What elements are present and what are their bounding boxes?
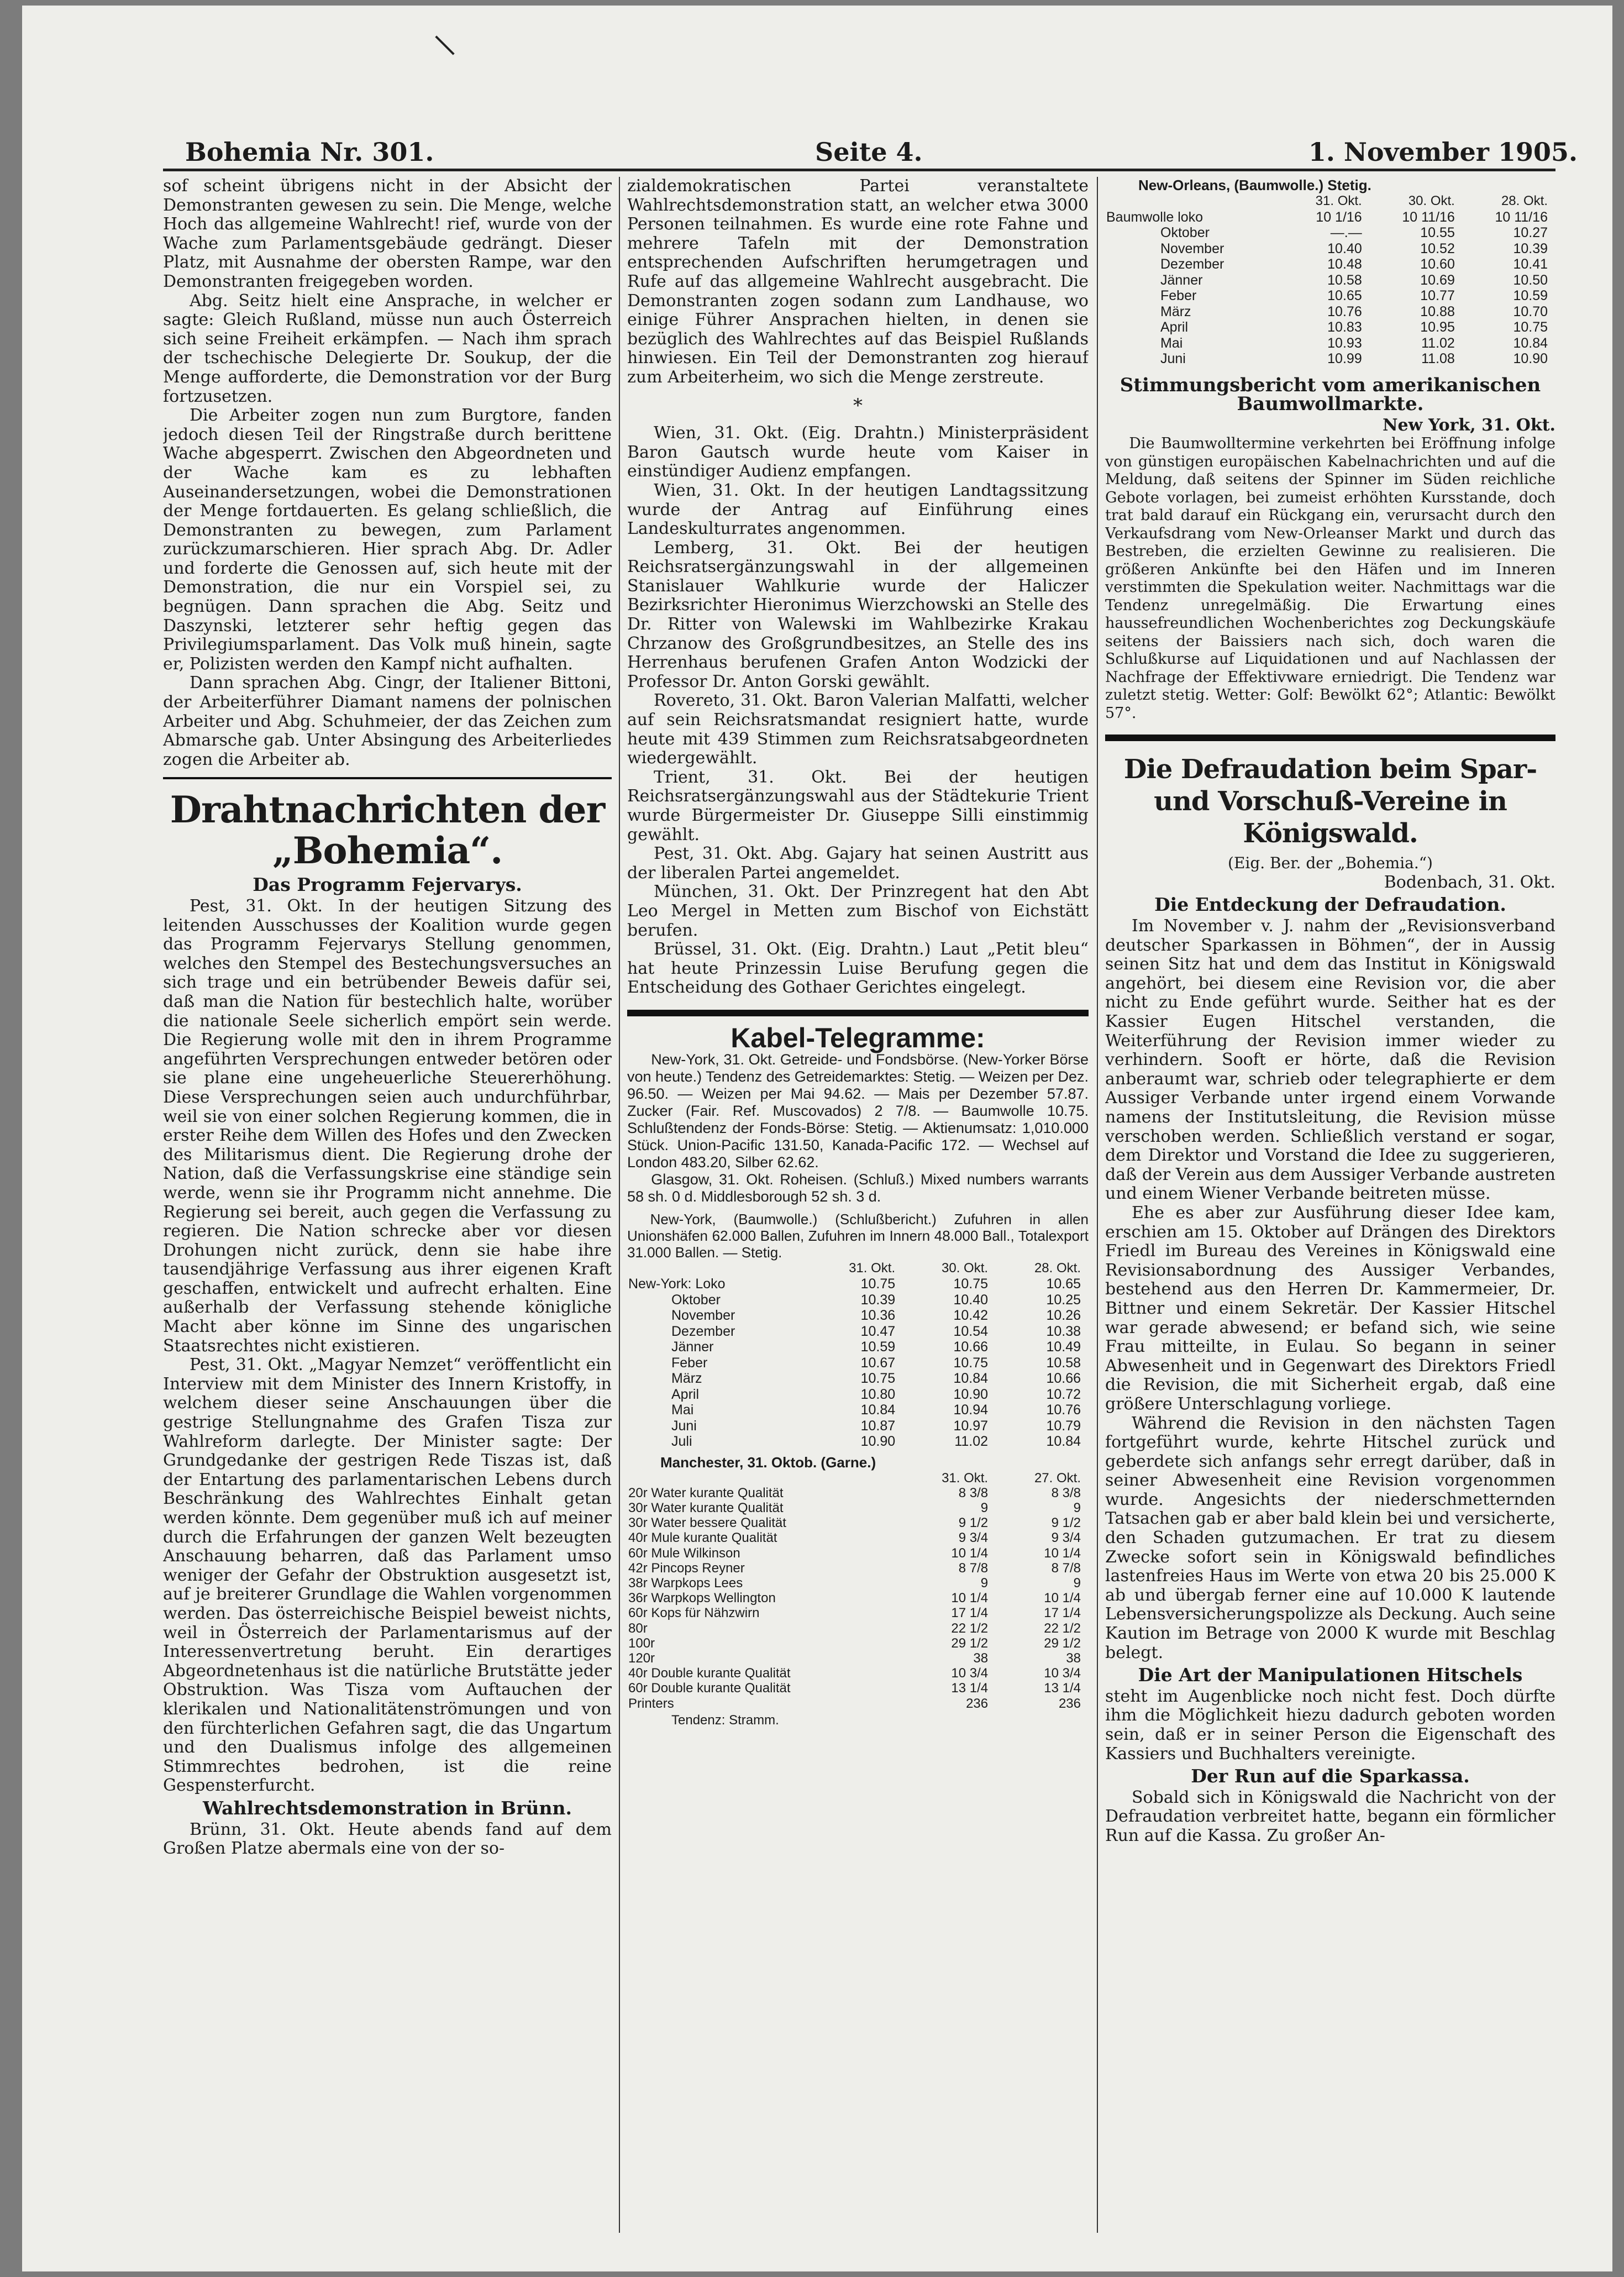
table-row: Oktober —.— 10.55 10.27 bbox=[1160, 225, 1548, 240]
news-item: Lemberg, 31. Okt. Bei der heutigen Reichsratsergänzungswahl in der allgemeinen Stanislauer Wahlkurie wurde der Haliczer Bezirksrichter Hieronimus Wierzchowski an Stelle des Dr. Ritter von Walewski im Wahlbezirke Krakau Chrzanow des Großgrundbesitzes, an Stelle des ins Herrenhaus berufenen Grafen Anton Wodzicki der Professor Dr. Anton Gorski gewählt. bbox=[627, 538, 1089, 691]
table-row: Printers 236 236 bbox=[628, 1696, 1081, 1711]
table-row: 40r Mule kurante Qualität 9 3/4 9 3/4 bbox=[628, 1530, 1081, 1546]
article-paragraph: Pest, 31. Okt. „Magyar Nemzet“ veröffentlicht ein Interview mit dem Minister des Innern Kristoffy, in welchem dieser seine Anschauungen über die gestrige Stellungnahme des Grafen Tisza zur Wahlreform darlegte. Der Minister sagte: Der Grundgedanke der gestrigen Rede Tiszas ist, daß der Entartung des parlamentarischen Lebens durch Beschränkung des Wahlrechtes Einhalt getan werden könnte. Dem gegenüber muß ich auf meiner durch die Erfahrungen der ganzen Welt bezeugten Anschauung beharren, daß das Parlament umso weniger der Gefahr der Obstruktion ausgesetzt ist, auf je breiterer Grundlage die Wahlen vorgenommen werden. Das österreichische Beispiel beweist nichts, weil in Österreich der Parlamentarismus auf der Interessenvertretung beruht. Ein derartiges Abgeordnetenhaus ist die natürliche Brutstätte jeder Obstruktion. Was Tisza vom Auftauchen der klerikalen und Nationalitätenströmungen und von den fürchterlichen Gefahren sagt, die das Ungartum und den Dualismus infolge des allgemeinen Stimmrechtes bedrohen, ist die reine Gespensterfurcht. bbox=[163, 1355, 612, 1796]
news-item: Brüssel, 31. Okt. (Eig. Drahtn.) Laut „Petit bleu“ hat heute Prinzessin Luise Berufung gegen die Entscheidung des Gothaer Gerichtes eingelegt. bbox=[627, 940, 1089, 998]
market-report: New-York, (Baumwolle.) (Schlußbericht.) Zufuhren in allen Unionshäfen 62.000 Ballen, Zufuhren im Innern 48.000 Ball., Totalexport 31.000 Ballen. — Stetig. bbox=[627, 1210, 1089, 1261]
article-paragraph: sof scheint übrigens nicht in der Absicht der Demonstranten gewesen zu sein. Die Menge, welche Hoch das allgemeine Wahlrecht! rief, wurde von der Wache zum Parlamentsgebäude gedrängt. Dieser Platz, mit Ausnahme der obersten Rampe, war den Demonstranten freigegeben worden. bbox=[163, 177, 612, 291]
table-row: Juli 10.90 11.02 10.84 bbox=[671, 1434, 1081, 1450]
table-row: Oktober 10.39 10.40 10.25 bbox=[671, 1292, 1081, 1308]
article-paragraph: Dann sprachen Abg. Cingr, der Italiener Bittoni, der Arbeiterführer Diamant namens der polnischen Arbeiter und Abg. Schuhmeier, der das Zeichen zum Abmarsche gab. Unter Absingung des Arbeiterliedes zogen die Arbeiter ab. bbox=[163, 673, 612, 769]
article-paragraph: Die Baumwolltermine verkehrten bei Eröffnung infolge von günstigen europäischen Kabelnachrichten und auf die Meldung, daß seitens der Spinner im Süden reichliche Gebote vorlagen, bei zumeist erhöhten Kursstande, doch trat bald darauf ein Rückgang ein, verursacht durch den Verkaufsdrang vom New-Orleanser Markt und durch das Bestreben, die erzielten Gewinne zu realisieren. Die größeren Ankünfte bei den Häfen und im Inneren verstimmten die Spekulation weiter. Nachmittags war die Tendenz unregelmäßig. Die Erwartung eines haussefreundlichen Wochenberichtes zog Deckungskäufe seitens der Baissiers nach sich, doch waren die Schlußkurse auf Liquidationen und auf Nachlassen der Nachfrage der Effektivware erniedrigt. Die Tendenz war zuletzt stetig. Wetter: Golf: Bewölkt 62°; Atlantic: Bewölkt 57°. bbox=[1105, 435, 1555, 722]
column-header: 31. Okt. bbox=[942, 1470, 989, 1486]
article-paragraph: Während die Revision in den nächsten Tagen fortgeführt wurde, kehrte Hitschel zurück und geberdete sich anfangs sehr erregt darüber, daß in seiner Abwesenheit eine Revision vorgenommen wurde. Angesichts der niederschmetternden Tatsachen gab er aber bald klein bei und versicherte, den Schaden gutzumachen. Er trat zu diesem Zwecke sofort sein in Königswald befindliches lastenfreies Haus im Werte von etwa 20 bis 25.000 K ab und übergab ferner eine auf 10.000 K lautende Lebensversicherungspolizze als Deckung. Auch seine Kaution im Betrage von 2000 K wurde mit Beschlag belegt. bbox=[1105, 1413, 1555, 1662]
market-report: New-York, 31. Okt. Getreide- und Fondsbörse. (New-Yorker Börse von heute.) Tendenz des Getreidemarktes: Stetig. — Weizen per Dez. 96.50. — Weizen per Mai 94.62. — Mais per Dezember 57.87. Zucker (Fair. Ref. Muscovados) 2 7/8. — Baumwolle 10.75. Schlußtendenz der Fonds-Börse: Stetig. — Aktienumsatz: 1,010.000 Stück. Union-Pacific 131.50, Kanada-Pacific 172. — Wechsel auf London 483.20, Silber 62.62. bbox=[627, 1051, 1089, 1171]
article-paragraph: Im November v. J. nahm der „Revisionsverband deutscher Sparkassen in Böhmen“, der in Aussig seinen Sitz hat und dem das Institut in Königswald angehört, bei diesem eine Revision vor, die aber nicht zu Ende geführt wurde. Seither hat es der Kassier Eugen Hitschel verstanden, die Weiterführung der Revision immer wieder zu verhindern. Sooft er hörte, daß die Revision anberaumt war, schrieb oder telegraphierte er dem Aussiger Verbande unter irgend einem Vorwande namens der Institutsleitung, die Revision müsse verschoben werden. Schließlich verstand er sogar, dem Direktor und Vorstand die Idee zu suggerieren, daß der Verein aus dem Aussiger Verbande austreten und einem Wiener Verbande beitreten müsse. bbox=[1105, 916, 1555, 1204]
table-row: 100r 29 1/2 29 1/2 bbox=[628, 1635, 1081, 1651]
byline: (Eig. Ber. der „Bohemia.“) bbox=[1228, 854, 1433, 873]
table-row: Feber 10.67 10.75 10.58 bbox=[671, 1355, 1081, 1371]
section-title: Drahtnachrichten der „Bohemia“. bbox=[170, 788, 605, 873]
article-headline: Der Run auf die Sparkassa. bbox=[1191, 1765, 1470, 1787]
column-divider-2 bbox=[1097, 177, 1098, 2233]
table-row: Mai 10.84 10.94 10.76 bbox=[671, 1402, 1081, 1418]
column-header: 27. Okt. bbox=[1034, 1470, 1081, 1486]
news-item: Wien, 31. Okt. (Eig. Drahtn.) Ministerpräsident Baron Gautsch wurde heute vom Kaiser in einstündiger Audienz empfangen. bbox=[627, 423, 1089, 481]
newyork-cotton-table bbox=[627, 1261, 1089, 1450]
table-row: 40r Double kurante Qualität 10 3/4 10 3/4 bbox=[628, 1666, 1081, 1681]
table-row: New-York: Loko 10.75 10.75 10.65 bbox=[628, 1276, 1081, 1292]
table-row: 20r Water kurante Qualität 8 3/8 8 3/8 bbox=[628, 1485, 1081, 1500]
page-header bbox=[185, 135, 1578, 169]
table-row: April 10.80 10.90 10.72 bbox=[671, 1386, 1081, 1402]
article-paragraph: Ehe es aber zur Ausführung dieser Idee kam, erschien am 15. Oktober auf Drängen des Direktors Friedl im Bureau des Vereines in Königswald eine Revisionsabordnung des Aussiger Verbandes, bestehend aus den Herren Dr. Kammermeier, Dr. Bittner und einem Sekretär. Der Kassier Hitschel war gerade abwesend; er befand sich, wie seine Frau mitteilte, in Eulau. So begann in seiner Abwesenheit und in Gegenwart des Direktors Friedl die Revision, die mit Sicherheit ergab, daß eine größere Unterschlagung vorliege. bbox=[1105, 1203, 1555, 1414]
column-divider-1 bbox=[619, 177, 620, 2233]
table-row: 120r 38 38 bbox=[628, 1650, 1081, 1666]
header-rule bbox=[163, 169, 1555, 171]
column-2 bbox=[627, 177, 1089, 2247]
table-row: Dezember 10.47 10.54 10.38 bbox=[671, 1323, 1081, 1339]
column-3 bbox=[1105, 177, 1555, 2247]
table-row: Jänner 10.58 10.69 10.50 bbox=[1160, 272, 1548, 288]
separator-asterisk: * bbox=[853, 394, 863, 417]
column-header: 28. Okt. bbox=[1501, 193, 1548, 208]
table-row: November 10.36 10.42 10.26 bbox=[671, 1308, 1081, 1324]
news-item: Rovereto, 31. Okt. Baron Valerian Malfatti, welcher auf sein Reichsratsmandat resigniert hatte, wurde heute mit 439 Stimmen zum Reichsratsabgeordneten wiedergewählt. bbox=[627, 691, 1089, 768]
news-item: Wien, 31. Okt. In der heutigen Landtagssitzung wurde der Antrag auf Einführung eines Landeskulturrates angenommen. bbox=[627, 480, 1089, 539]
news-item: Trient, 31. Okt. Bei der heutigen Reichsratsergänzungswahl aus der Städtekurie Trient wurde Bürgermeister Dr. Giuseppe Silli einstimmig gewählt. bbox=[627, 767, 1089, 844]
section-title: Kabel-Telegramme: bbox=[730, 1022, 985, 1053]
table-row: 30r Water kurante Qualität 9 9 bbox=[628, 1500, 1081, 1515]
market-tendency: Tendenz: Stramm. bbox=[671, 1712, 779, 1728]
article-headline: Stimmungsbericht vom amerikanischen Baumwollmarkte. bbox=[1120, 374, 1541, 416]
article-headline: Die Art der Manipulationen Hitschels bbox=[1138, 1664, 1523, 1686]
table-row: Feber 10.65 10.77 10.59 bbox=[1160, 288, 1548, 303]
market-report: Manchester, 31. Oktob. (Garne.) bbox=[660, 1454, 876, 1471]
news-item: München, 31. Okt. Der Prinzregent hat den Abt Leo Mergel in Metten zum Bischof von Eichstätt berufen. bbox=[627, 882, 1089, 940]
article-paragraph: Pest, 31. Okt. In der heutigen Sitzung des leitenden Ausschusses der Koalition wurde gegen das Programm Fejervarys Stellung genommen, welches den Stempel des Bestechungsversuches an sich trage und ein betrübender Beweis dafür sei, daß man die Nation für bestechlich halte, worüber die nationale Seele sicherlich empört sein werde. Die Regierung wolle mit den in ihrem Programme angeführten Versprechungen entweder betören oder sie plane eine ungeheuerliche Steuererhöhung. Diese Versprechungen seien auch undurchführbar, weil sie von einer solchen Regierung kommen, die in erster Reihe dem Willen des Hofes und den Zwecken des Militarismus dient. Die Regierung drohe der Nation, daß die Verfassungskrise eine ständige sein werde, wenn sie ihr Programm nicht annehme. Die Regierung sei bereit, auch gegen die Verfassung zu regieren. Die Nation schrecke aber vor diesen Drohungen nicht zurück, denn sie habe ihre tausendjährige Verfassung aus ihrer eigenen Kraft geschaffen, entwickelt und aufrecht erhalten. Eine außerhalb der Verfassung stehende königliche Macht aber könne im Sinne des ungarischen Staatsrechtes nicht existieren. bbox=[163, 896, 612, 1356]
table-row: Mai 10.93 11.02 10.84 bbox=[1160, 335, 1548, 351]
section-rule bbox=[627, 1010, 1089, 1016]
neworleans-cotton-table bbox=[1105, 193, 1555, 367]
column-header: 30. Okt. bbox=[942, 1260, 989, 1276]
article-paragraph: zialdemokratischen Partei veranstaltete Wahlrechtsdemonstration statt, an welcher etwa 3000 Personen teilnahmen. Es wurde eine rote Fahne und mehrere Tafeln mit der Demonstration entsprechenden Aufschriften herumgetragen und Rufe auf das allgemeine Wahlrecht ausgebracht. Die Demonstranten zogen sodann zum Landhause, wo einige Führer Ansprachen hielten, in denen sie bezüglich des Wahlrechtes auf das Beispiel Rußlands hinwiesen. Ein Teil der Demonstranten zog hierauf zum Arbeiterheim, wo sich die Menge zerstreute. bbox=[627, 177, 1089, 387]
table-row: Baumwolle loko 10 1/16 10 11/16 10 11/16 bbox=[1106, 209, 1548, 225]
article-headline: Die Entdeckung der Defraudation. bbox=[1154, 894, 1506, 916]
column-header: 31. Okt. bbox=[849, 1260, 896, 1276]
column-header: 31. Okt. bbox=[1315, 193, 1362, 208]
table-row: Jänner 10.59 10.66 10.49 bbox=[671, 1339, 1081, 1355]
table-row: März 10.76 10.88 10.70 bbox=[1160, 303, 1548, 319]
section-title: Die Defraudation beim Spar- und Vorschuß-Vereine in Königswald. bbox=[1123, 754, 1537, 849]
market-report: Glasgow, 31. Okt. Roheisen. (Schluß.) Mixed numbers warrants 58 sh. 0 d. Middlesborough 52 sh. 3 d. bbox=[627, 1171, 1089, 1205]
news-item: Pest, 31. Okt. Abg. Gajary hat seinen Austritt aus der liberalen Partei angemeldet. bbox=[627, 844, 1089, 883]
table-row: April 10.83 10.95 10.75 bbox=[1160, 319, 1548, 335]
table-row: 42r Pincops Reyner 8 7/8 8 7/8 bbox=[628, 1560, 1081, 1576]
article-paragraph: Die Arbeiter zogen nun zum Burgtore, fanden jedoch diesen Teil der Ringstraße durch berittene Wache abgesperrt. Zwischen den Abgeordneten und der Wache kam es zu lebhaften Auseinandersetzungen, wobei die Demonstrationen der Menge fortdauerten. Es gelang schließlich, die Demonstranten zu bewegen, zum Parlament zurückzumarschieren. Hier sprach Abg. Dr. Adler und forderte die Genossen auf, sich heute mit der Demonstration, die nur ein Vorspiel sei, zu begnügen. Dann sprachen die Abg. Seitz und Daszynski, letzterer sehr heftig gegen das Privilegiumsparlament. Das Volk muß hinein, sagte er, Polizisten werden den Kampf nicht aufhalten. bbox=[163, 406, 612, 674]
manchester-yarn-table bbox=[627, 1471, 1089, 1711]
column-header: 30. Okt. bbox=[1408, 193, 1455, 208]
table-row: März 10.75 10.84 10.66 bbox=[671, 1371, 1081, 1387]
table-row: 38r Warpkops Lees 9 9 bbox=[628, 1575, 1081, 1591]
column-1 bbox=[163, 177, 612, 2247]
table-row: 30r Water bessere Qualität 9 1/2 9 1/2 bbox=[628, 1515, 1081, 1531]
table-row: November 10.40 10.52 10.39 bbox=[1160, 240, 1548, 256]
table-row: 36r Warpkops Wellington 10 1/4 10 1/4 bbox=[628, 1591, 1081, 1606]
table-row: 60r Double kurante Qualität 13 1/4 13 1/4 bbox=[628, 1681, 1081, 1696]
article-paragraph: steht im Augenblicke noch nicht fest. Doch dürfte ihm die Möglichkeit hiezu dadurch geboten worden sein, daß er in seiner Person die Eigenschaft des Kassiers und Buchhalters vereinigte. bbox=[1105, 1686, 1555, 1764]
header-date: 1. November 1905. bbox=[1308, 137, 1578, 167]
article-paragraph: Brünn, 31. Okt. Heute abends fand auf dem Großen Platze abermals eine von der so- bbox=[163, 1819, 612, 1859]
article-paragraph: Sobald sich in Königswald die Nachricht von der Defraudation verbreitet hatte, begann ein förmlicher Run auf die Kassa. Zu großer An- bbox=[1105, 1787, 1555, 1845]
article-headline: Das Programm Fejervarys. bbox=[253, 874, 522, 896]
table-row: 60r Mule Wilkinson 10 1/4 10 1/4 bbox=[628, 1545, 1081, 1561]
header-page-number: Seite 4. bbox=[815, 137, 923, 167]
table-row: 60r Kops für Nähzwirn 17 1/4 17 1/4 bbox=[628, 1606, 1081, 1621]
header-issue: Bohemia Nr. 301. bbox=[185, 137, 434, 167]
section-rule bbox=[1105, 734, 1555, 741]
dateline: Bodenbach, 31. Okt. bbox=[1384, 872, 1555, 892]
section-rule bbox=[163, 777, 612, 779]
article-paragraph: Abg. Seitz hielt eine Ansprache, in welcher er sagte: Gleich Rußland, müsse nun auch Österreich sich seine Freiheit erkämpfen. — Nach ihm sprach der tschechische Delegierte Dr. Soukup, der die Menge aufforderte, die Demonstration vor der Burg fortzusetzen. bbox=[163, 291, 612, 406]
market-report: New-Orleans, (Baumwolle.) Stetig. bbox=[1138, 177, 1371, 193]
article-headline: Wahlrechtsdemonstration in Brünn. bbox=[202, 1797, 572, 1819]
table-row: Dezember 10.48 10.60 10.41 bbox=[1160, 256, 1548, 272]
table-row: Juni 10.99 11.08 10.90 bbox=[1160, 351, 1548, 366]
column-header: 28. Okt. bbox=[1034, 1260, 1081, 1276]
dateline: New York, 31. Okt. bbox=[1383, 415, 1555, 435]
table-row: 80r 22 1/2 22 1/2 bbox=[628, 1620, 1081, 1636]
scan-mark bbox=[435, 35, 454, 55]
table-row: Juni 10.87 10.97 10.79 bbox=[671, 1418, 1081, 1434]
